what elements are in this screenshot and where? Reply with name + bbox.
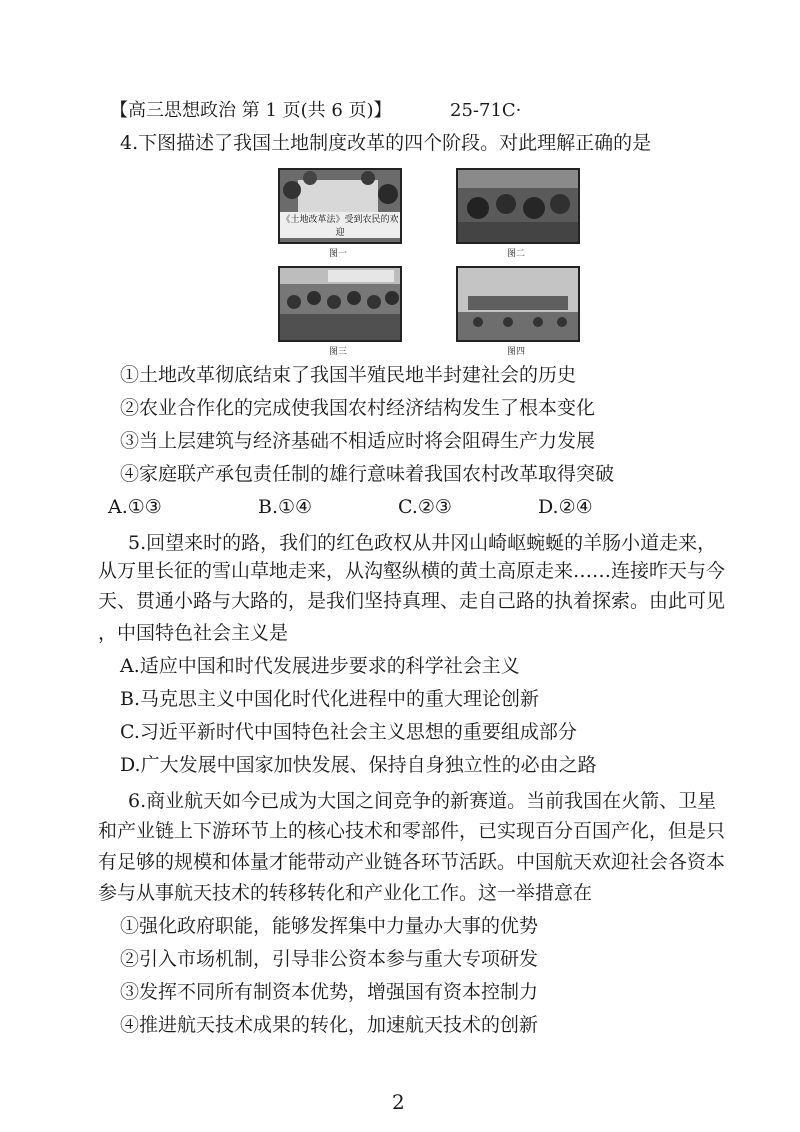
q6-stem-line-2: 和产业链上下游环节上的核心技术和零部件，已实现百分百国产化，但是只 <box>98 820 726 842</box>
exam-code: 25-71C· <box>450 100 522 121</box>
q4-item-1: ①土地改革彻底结束了我国半殖民地半封建社会的历史 <box>120 364 577 386</box>
figure-4-label: 图四 <box>506 347 525 357</box>
q4-option-b: B.①④ <box>258 496 313 518</box>
figure-4-photo <box>456 266 580 342</box>
figure-2-label: 图二 <box>506 249 525 259</box>
q6-stem-line-3: 有足够的规模和体量才能带动产业链各环节活跃。中国航天欢迎社会各资本 <box>98 851 726 873</box>
q5-option-b: B.马克思主义中国化时代化进程中的重大理论创新 <box>120 688 540 710</box>
q4-option-c: C.②③ <box>398 496 452 518</box>
q5-option-a: A.适应中国和时代发展进步要求的科学社会主义 <box>120 655 520 677</box>
q6-item-3: ③发挥不同所有制资本优势，增强国有资本控制力 <box>120 981 539 1003</box>
q5-option-c: C.习近平新时代中国特色社会主义思想的重要组成部分 <box>120 721 577 743</box>
page-number: 2 <box>392 1090 405 1114</box>
q5-stem-line-4: ，中国特色社会主义是 <box>98 622 289 644</box>
figure-1-photo <box>278 168 402 244</box>
figure-1-caption: 《土地改革法》受到农民的欢迎 <box>280 212 400 238</box>
figure-2-photo <box>456 168 580 244</box>
figure-3-label: 图三 <box>328 347 347 357</box>
q5-stem-line-1: 5.回望来时的路，我们的红色政权从井冈山崎岖蜿蜒的羊肠小道走来， <box>128 532 717 554</box>
q6-stem-line-4: 参与从事航天技术的转移转化和产业化工作。这一举措意在 <box>98 882 593 904</box>
figure-3-photo <box>278 266 402 342</box>
q6-stem-line-1: 6.商业航天如今已成为大国之间竞争的新赛道。当前我国在火箭、卫星 <box>128 790 717 812</box>
q5-option-d: D.广大发展中国家加快发展、保持自身独立性的必由之路 <box>120 754 597 776</box>
q6-item-2: ②引入市场机制，引导非公资本参与重大专项研发 <box>120 948 539 970</box>
q4-item-2: ②农业合作化的完成使我国农村经济结构发生了根本变化 <box>120 397 596 419</box>
q4-option-d: D.②④ <box>538 496 593 518</box>
q6-item-1: ①强化政府职能，能够发挥集中力量办大事的优势 <box>120 915 539 937</box>
figure-1-label: 图一 <box>328 249 347 259</box>
page-header-title: 【高三思想政治 第 1 页(共 6 页)】 <box>110 100 392 121</box>
q6-item-4: ④推进航天技术成果的转化，加速航天技术的创新 <box>120 1014 539 1036</box>
q5-stem-line-3: 天、贯通小路与大路的，是我们坚持真理、走自己路的执着探索。由此可见 <box>98 590 726 612</box>
q4-stem: 4.下图描述了我国土地制度改革的四个阶段。对此理解正确的是 <box>120 132 652 154</box>
q4-item-3: ③当上层建筑与经济基础不相适应时将会阻碍生产力发展 <box>120 430 596 452</box>
q5-stem-line-2: 从万里长征的雪山草地走来，从沟壑纵横的黄土高原走来……连接昨天与今 <box>98 560 726 582</box>
q4-item-4: ④家庭联产承包责任制的雄行意味着我国农村改革取得突破 <box>120 463 615 485</box>
q4-option-a: A.①③ <box>108 496 162 518</box>
